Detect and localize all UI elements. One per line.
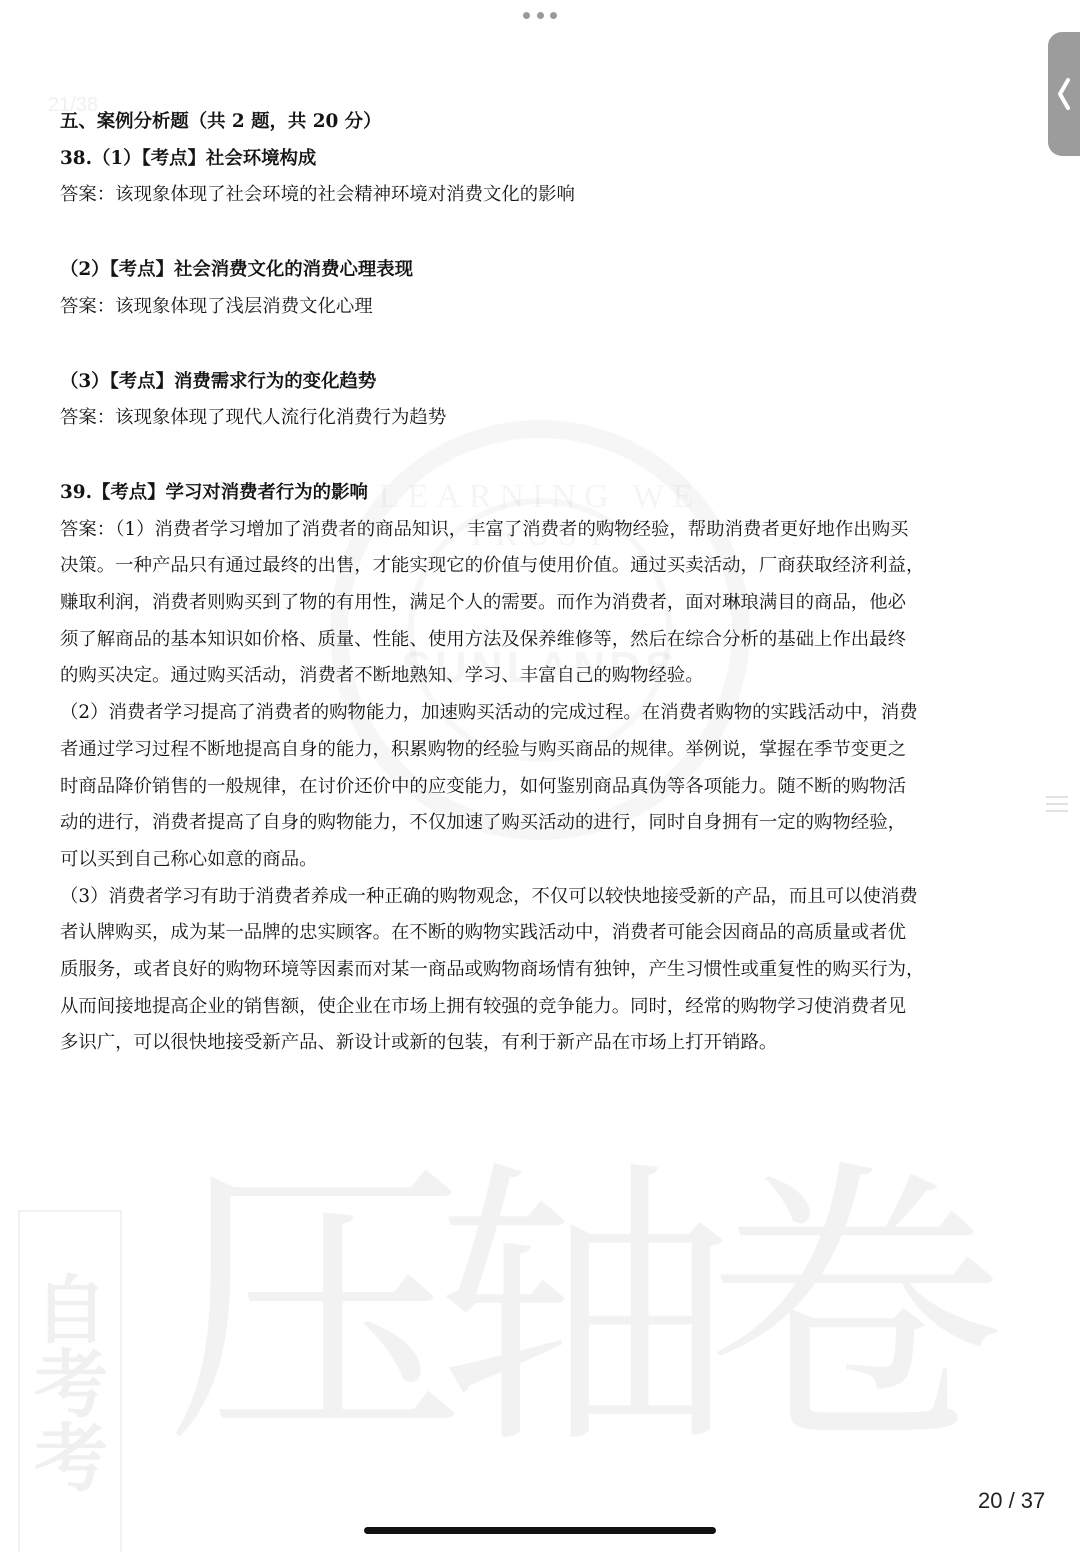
document-body [60,104,1050,1062]
ghost-page-indicator: 21/38 [48,94,99,116]
q39-answer-line: 决策。一种产品只有通过最终的出售，才能实现它的价值与使用价值。通过买卖活动，厂商获取经济利益， [60,555,925,577]
collapse-panel-button[interactable] [1048,32,1080,156]
watermark-calligraphy: 压轴卷 [165,1135,975,1484]
home-indicator[interactable] [364,1527,716,1534]
q38-part2-answer: 答案：该现象体现了浅层消费文化心理 [60,295,373,317]
q39-answer-line: 动的进行，消费者提高了自身的购物能力，不仅加速了购买活动的进行，同时自身拥有一定的购物经验， [60,812,906,834]
q39-answer-line: 须了解商品的基本知识如价格、质量、性能、使用方法及保养维修等，然后在综合分析的基础上作出最终 [60,628,906,650]
page-counter: 20 / 37 [978,1488,1046,1513]
q39-answer-line: 质服务，或者良好的购物环境等因素而对某一商品或购物商场情有独钟，产生习惯性或重复性的购买行为， [60,959,925,981]
q39-answer-line: 者认牌购买，成为某一品牌的忠实顾客。在不断的购物实践活动中，消费者可能会因商品的高质量或者优 [60,922,906,944]
q38-part1-title: 38.（1）【考点】社会环境构成 [60,147,317,169]
more-options-icon[interactable] [523,10,557,20]
q38-part3-title: （3）【考点】消费需求行为的变化趋势 [60,370,377,392]
q39-answer-line: 从而间接地提高企业的销售额，使企业在市场上拥有较强的竞争能力。同时，经常的购物学习使消费者见 [60,995,906,1017]
q39-answer-line: 可以买到自己称心如意的商品。 [60,848,318,870]
q39-answer-line: 者通过学习过程不断地提高自身的能力，积累购物的经验与购买商品的规律。举例说，掌握在季节变更之 [60,738,906,760]
q38-part2-title: （2）【考点】社会消费文化的消费心理表现 [60,259,414,281]
q39-answer-line: 答案：（1）消费者学习增加了消费者的商品知识，丰富了消费者的购物经验，帮助消费者更好地作出购买 [60,518,909,540]
q39-title: 39.【考点】学习对消费者行为的影响 [60,481,368,503]
q38-part1-answer: 答案：该现象体现了社会环境的社会精神环境对消费文化的影响 [60,184,575,206]
q39-answer-line: 多识广，可以很快地接受新产品、新设计或新的包装，有利于新产品在市场上打开销路。 [60,1032,778,1054]
watermark-vertical-text: 自考考 [18,1210,122,1552]
section-title: 五、案例分析题（共 2 题，共 20 分） [60,111,382,132]
chevron-left-icon [1056,77,1072,111]
q38-part3-answer: 答案：该现象体现了现代人流行化消费行为趋势 [60,407,447,429]
q39-answer-line: （2）消费者学习提高了消费者的购物能力，加速购买活动的完成过程。在消费者购物的实践活动中，消费 [60,702,918,724]
q39-answer-line: 的购买决定。通过购买活动，消费者不断地熟知、学习、丰富自己的购物经验。 [60,665,704,687]
q39-answer-line: 赚取利润，消费者则购买到了物的有用性，满足个人的需要。而作为消费者，面对琳琅满目的商品，他必 [60,592,906,614]
q39-answer-line: 时商品降价销售的一般规律，在讨价还价中的应变能力，如何鉴别商品真伪等各项能力。随不断的购物活 [60,775,906,797]
q39-answer-line: （3）消费者学习有助于消费者养成一种正确的购物观念，不仅可以较快地接受新的产品，而且可以使消费 [60,885,918,907]
